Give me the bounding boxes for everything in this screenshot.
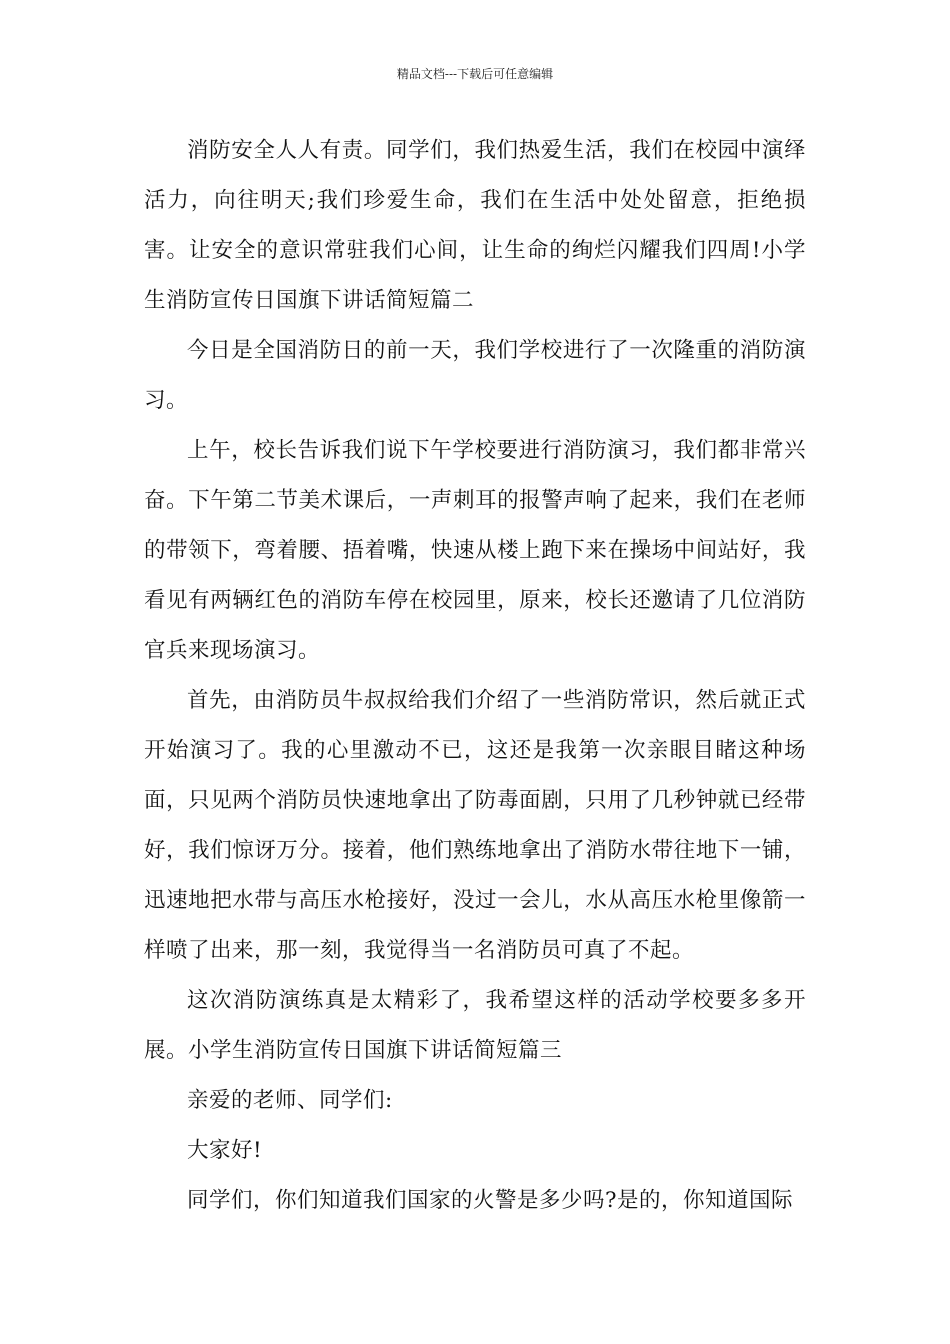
paragraph-2: 今日是全国消防日的前一天，我们学校进行了一次隆重的消防演习。 xyxy=(144,338,806,413)
greeting-line: 亲爱的老师、同学们: xyxy=(187,1088,393,1113)
paragraph-1: 消防安全人人有责。同学们，我们热爱生活，我们在校园中演绎活力，向往明天;我们珍爱生命，我们在生活中处处留意，拒绝损害。让安全的意识常驻我们心间，让生命的绚烂闪耀我们四周!小学生消防宣传日国旗下讲话简短篇二 xyxy=(144,138,806,313)
paragraph-3: 上午，校长告诉我们说下午学校要进行消防演习，我们都非常兴奋。下午第二节美术课后，一声刺耳的报警声响了起来，我们在老师的带领下，弯着腰、捂着嘴，快速从楼上跑下来在操场中间站好，我看见有两辆红色的消防车停在校园里，原来，校长还邀请了几位消防官兵来现场演习。 xyxy=(144,438,806,663)
paragraph-5: 这次消防演练真是太精彩了，我希望这样的活动学校要多多开展。小学生消防宣传日国旗下讲话简短篇三 xyxy=(144,988,806,1063)
paragraph-8: 同学们，你们知道我们国家的火警是多少吗?是的，你知道国际 xyxy=(187,1188,794,1213)
paragraph-4: 首先，由消防员牛叔叔给我们介绍了一些消防常识，然后就正式开始演习了。我的心里激动不已，这还是我第一次亲眼目睹这种场面，只见两个消防员快速地拿出了防毒面剧，只用了几秒钟就已经带好，我们惊讶万分。接着，他们熟练地拿出了消防水带往地下一铺，迅速地把水带与高压水枪接好，没过一会儿，水从高压水枪里像箭一样喷了出来，那一刻，我觉得当一名消防员可真了不起。 xyxy=(144,688,806,963)
page-header: 精品文档---下载后可任意编辑 xyxy=(396,67,554,81)
salutation-line: 大家好! xyxy=(187,1138,263,1163)
document-body xyxy=(144,126,806,1226)
